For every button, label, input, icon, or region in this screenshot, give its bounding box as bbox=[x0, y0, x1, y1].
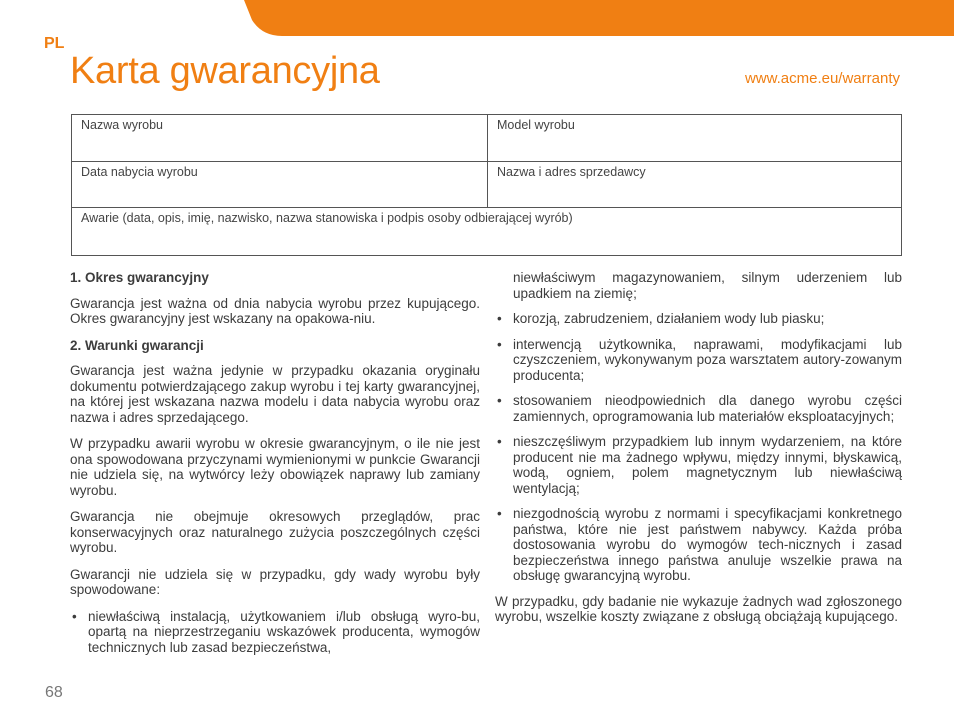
list-item: • nieszczęśliwym przypadkiem lub innym wydarzeniem, na które producent nie ma żadnego wpływu, między innymi, błyskawicą, wodą, ogniem, polem magnetycznym lub niewłaściwą wentylacją; bbox=[497, 434, 902, 496]
page-number: 68 bbox=[45, 684, 63, 701]
warranty-url[interactable]: www.acme.eu/warranty bbox=[744, 70, 900, 87]
section-heading: 2. Warunki gwarancji bbox=[70, 337, 204, 353]
section-heading: 1. Okres gwarancyjny bbox=[70, 270, 209, 285]
product-name-field[interactable]: Nazwa wyrobu bbox=[81, 118, 163, 132]
product-model-field[interactable]: Model wyrobu bbox=[497, 118, 575, 132]
language-code: PL bbox=[44, 35, 65, 52]
paragraph: Gwarancja jest ważna od dnia nabycia wyrobu przez kupującego. Okres gwarancyjny jest wskazany na opakowa-niu. bbox=[70, 295, 480, 326]
bullet-icon: • bbox=[497, 311, 502, 326]
list-item-continuation: niewłaściwym magazynowaniem, silnym uderzeniem lub upadkiem na ziemię; bbox=[513, 270, 902, 301]
header-accent-band bbox=[0, 0, 954, 36]
exclusion-list bbox=[495, 311, 902, 584]
paragraph: Gwarancji nie udziela się w przypadku, gdy wady wyrobu były spowodowane: bbox=[70, 566, 480, 597]
paragraph: Gwarancja nie obejmuje okresowych przeglądów, prac konserwacyjnych oraz naturalnego zużycia poszczególnych części wyrobu. bbox=[70, 509, 480, 555]
bullet-icon: • bbox=[497, 506, 502, 521]
list-item: • niewłaściwą instalacją, użytkowaniem i/lub obsługą wyro-bu, opartą na nieprzestrzeganiu wskazówek producenta, wymogów technicznych lub zasad bezpieczeństwa, bbox=[72, 608, 480, 655]
seller-field[interactable]: Nazwa i adres sprzedawcy bbox=[497, 165, 646, 179]
warranty-form bbox=[71, 114, 902, 256]
failures-field[interactable]: Awarie (data, opis, imię, nazwisko, nazwa stanowiska i podpis osoby odbierającej wyrób) bbox=[81, 211, 573, 225]
bullet-icon: • bbox=[497, 434, 502, 449]
list-item: • niezgodnością wyrobu z normami i specyfikacjami konkretnego państwa, które nie jest państwem nabywcy. Każda próba dostosowania wyrobu do wymogów tech-nicznych i zasad bezpieczeństwa innego państwa anuluje wszelkie prawa na obsługę gwarancyjną wyrobu. bbox=[497, 506, 902, 583]
bullet-icon: • bbox=[72, 608, 77, 624]
bullet-icon: • bbox=[497, 393, 502, 408]
page-title: Karta gwarancyjna bbox=[70, 50, 380, 92]
list-item: • interwencją użytkownika, naprawami, modyfikacjami lub czyszczeniem, wykonywanym poza warsztatem autory-zowanym producenta; bbox=[497, 336, 902, 383]
paragraph: W przypadku awarii wyrobu w okresie gwarancyjnym, o ile nie jest ona spowodowana przyczynami wymienionymi w punkcie Gwarancji nie udziela się, na wytwórcy leży obowiązek naprawy lub zamiany wyrobu. bbox=[70, 436, 480, 498]
left-column bbox=[70, 270, 480, 665]
list-item: • stosowaniem nieodpowiednich dla danego wyrobu części zamiennych, oprogramowania lub materiałów eksploatacyjnych; bbox=[497, 393, 902, 424]
paragraph: W przypadku, gdy badanie nie wykazuje żadnych wad zgłoszonego wyrobu, wszelkie koszty związane z obsługą obciążają kupującego. bbox=[495, 593, 902, 624]
list-item: • korozją, zabrudzeniem, działaniem wody lub piasku; bbox=[497, 311, 825, 326]
right-column bbox=[495, 270, 902, 636]
paragraph: Gwarancja jest ważna jedynie w przypadku okazania oryginału dokumentu potwierdzającego zakup wyrobu i tej karty gwarancyjnej, na której jest wskazana nazwa modelu i data nabycia wyrobu oraz nazwa i adres sprzedającego. bbox=[70, 363, 480, 425]
exclusion-list bbox=[70, 609, 480, 656]
purchase-date-field[interactable]: Data nabycia wyrobu bbox=[81, 165, 198, 179]
bullet-icon: • bbox=[497, 336, 502, 352]
